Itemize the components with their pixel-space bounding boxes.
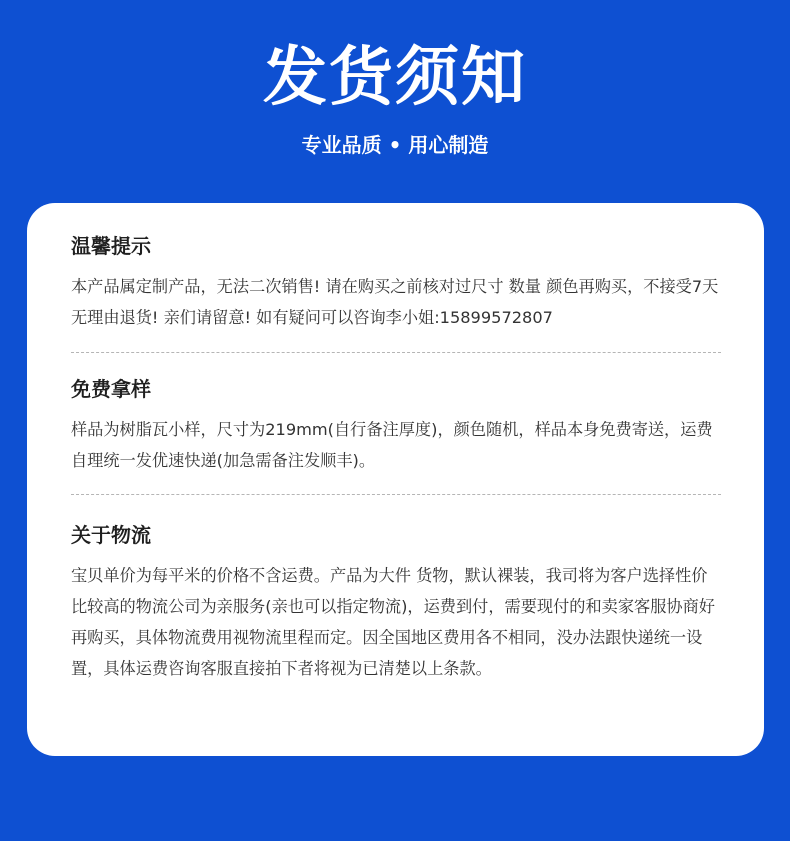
section-logistics — [71, 520, 721, 684]
section-title: 温馨提示 — [71, 234, 151, 258]
page-title: 发货须知 — [263, 41, 527, 115]
section-warm-tips — [71, 231, 721, 333]
section-body: 样品为树脂瓦小样，尺寸为219mm(自行备注厚度)，颜色随机，样品本身免费寄送，运费自理统一发优速快递(加急需备注发顺丰)。 — [71, 420, 713, 470]
page-subtitle: 专业品质 • 用心制造 — [301, 133, 489, 157]
section-body: 宝贝单价为每平米的价格不含运费。产品为大件 货物，默认裸装，我司将为客户选择性价比较高的物流公司为亲服务(亲也可以指定物流)，运费到付，需要现付的和卖家客服协商好再购买，具体物流费用视物流里程而定。因全国地区费用各不相同，没办法跟快递统一设置，具体运费咨询客服直接拍下者将视为已清楚以上条款。 — [71, 566, 715, 678]
section-free-sample — [71, 374, 721, 476]
notice-card — [27, 203, 764, 756]
section-body: 本产品属定制产品，无法二次销售! 请在购买之前核对过尺寸 数量 颜色再购买，不接受7天无理由退货! 亲们请留意! 如有疑问可以咨询李小姐:15899572807 — [71, 277, 719, 327]
section-title: 关于物流 — [71, 523, 151, 547]
dashed-divider — [71, 352, 721, 353]
section-title: 免费拿样 — [71, 377, 151, 401]
dashed-divider — [71, 494, 721, 495]
